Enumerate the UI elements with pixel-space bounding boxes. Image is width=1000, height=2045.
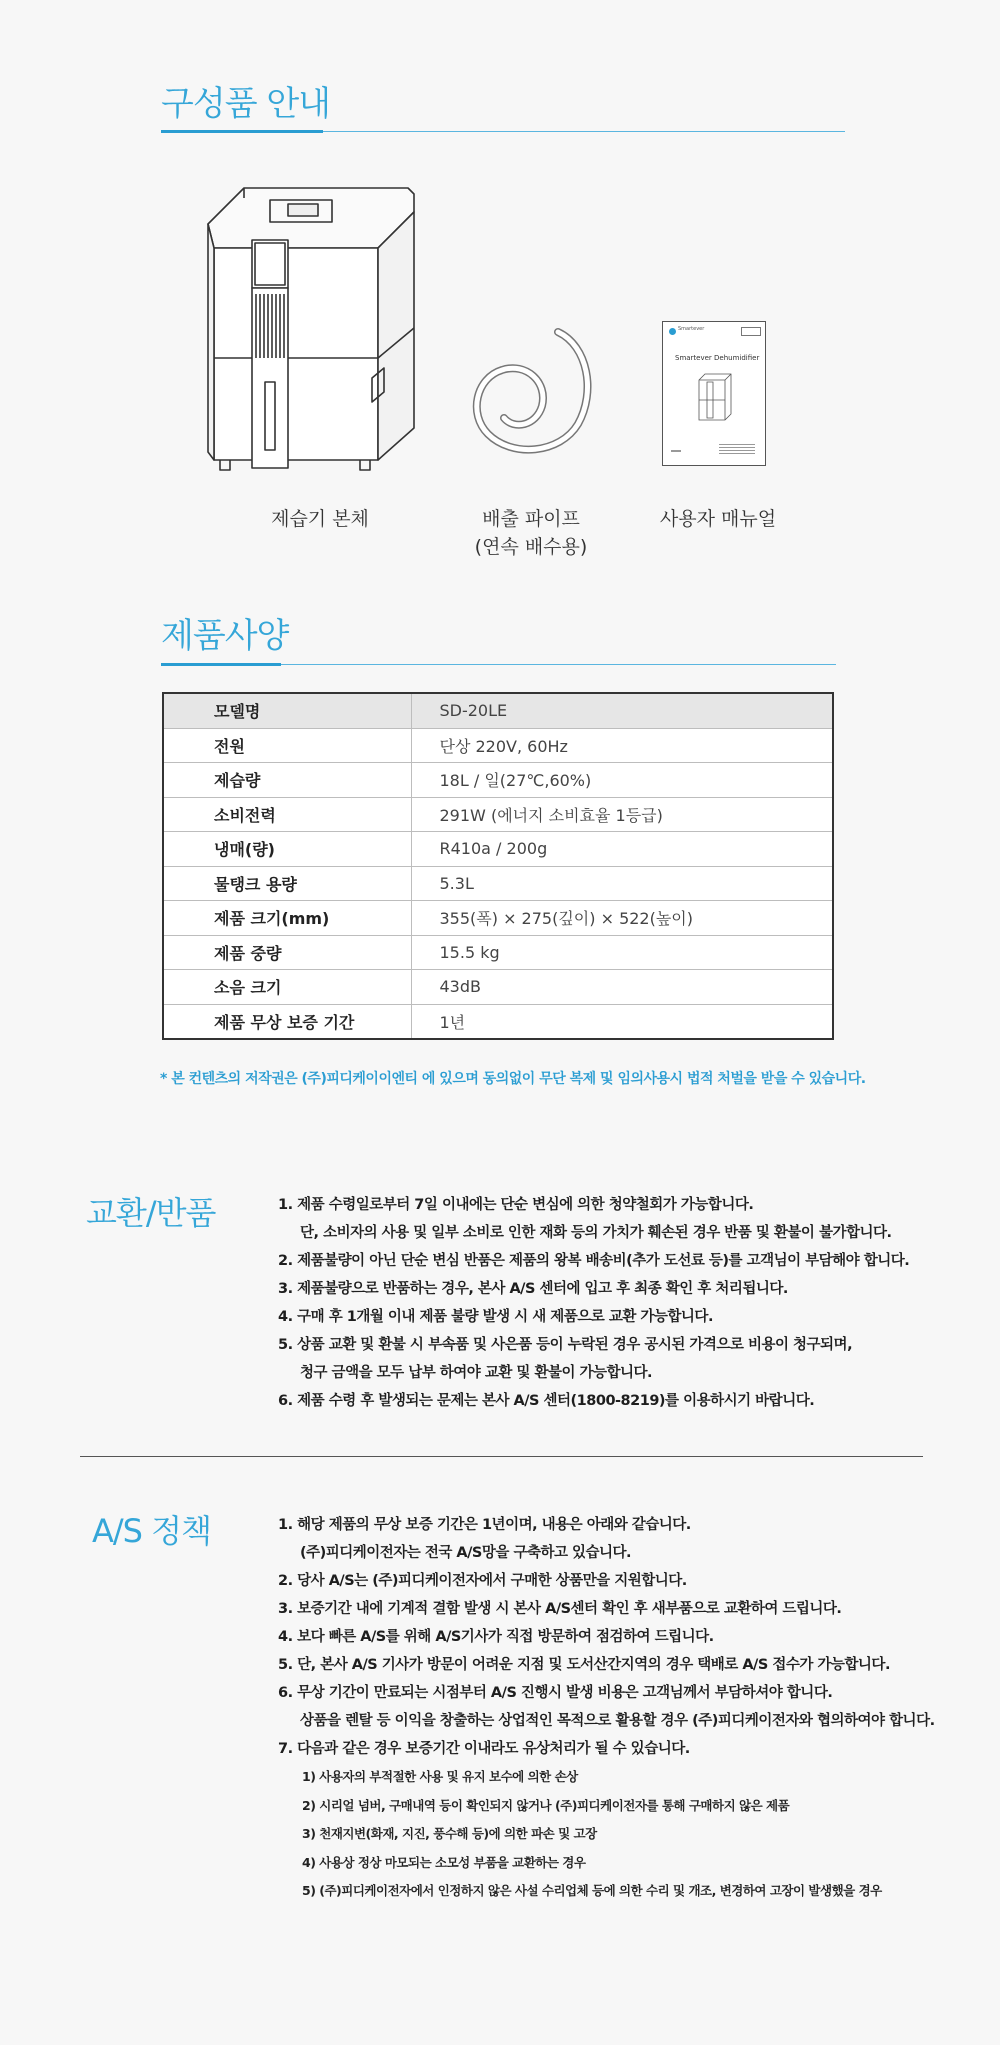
- list-item: 3. 제품불량으로 반품하는 경우, 본사 A/S 센터에 입고 후 최종 확인 후 처리됩니다.: [278, 1281, 788, 1297]
- list-item: 4. 구매 후 1개월 이내 제품 불량 발생 시 새 제품으로 교환 가능합니다.: [278, 1309, 713, 1325]
- list-item: 5. 상품 교환 및 환불 시 부속품 및 사은품 등이 누락된 경우 공시된 가격으로 비용이 청구되며,: [278, 1337, 853, 1353]
- list-item: 단, 소비자의 사용 및 일부 소비로 인한 재화 등의 가치가 훼손된 경우 반품 및 환불이 불가합니다.: [300, 1225, 892, 1241]
- table-row: [163, 866, 833, 901]
- table-row: [163, 832, 833, 867]
- table-row: [163, 1004, 833, 1039]
- table-row: [163, 797, 833, 832]
- exchange-title: 교환/반품: [86, 1194, 216, 1232]
- spec-key: 제품 중량: [163, 935, 411, 970]
- component-label-body: 제습기 본체: [271, 508, 369, 530]
- list-item: 6. 무상 기간이 만료되는 시점부터 A/S 진행시 발생 비용은 고객님께서 부담하셔야 합니다.: [278, 1685, 833, 1701]
- spec-value: 단상 220V, 60Hz: [411, 728, 833, 763]
- spec-table: [162, 692, 834, 1040]
- as-policy-list: [278, 1511, 935, 1906]
- manual-logo-icon: [669, 328, 676, 335]
- list-item: 1. 제품 수령일로부터 7일 이내에는 단순 변심에 의한 청약철회가 가능합니다.: [278, 1197, 754, 1213]
- list-item: 청구 금액을 모두 납부 하여야 교환 및 환불이 가능합니다.: [300, 1365, 653, 1381]
- table-row: [163, 728, 833, 763]
- table-row: [163, 763, 833, 798]
- list-item: 4. 보다 빠른 A/S를 위해 A/S기사가 직접 방문하여 점검하여 드립니다.: [278, 1629, 714, 1645]
- spec-key: 제품 무상 보증 기간: [163, 1004, 411, 1039]
- spec-key: 전원: [163, 728, 411, 763]
- component-label-manual: 사용자 매뉴얼: [659, 508, 777, 530]
- spec-title: 제품사양: [161, 616, 289, 656]
- section-divider: [80, 1456, 923, 1457]
- copyright-notice: * 본 컨텐츠의 저작권은 (주)피디케이이엔티 에 있으며 동의없이 무단 복제 및 임의사용시 법적 처벌을 받을 수 있습니다.: [160, 1071, 866, 1087]
- list-item: 4) 사용상 정상 마모되는 소모성 부품을 교환하는 경우: [302, 1854, 586, 1870]
- spec-key: 소음 크기: [163, 970, 411, 1005]
- spec-value: 15.5 kg: [411, 935, 833, 970]
- manual-text-lines: [719, 444, 755, 456]
- spec-value: R410a / 200g: [411, 832, 833, 867]
- list-item: 6. 제품 수령 후 발생되는 문제는 본사 A/S 센터(1800-8219)를 이용하시기 바랍니다.: [278, 1393, 815, 1409]
- spec-key: 제습량: [163, 763, 411, 798]
- list-item: 5) (주)피디케이전자에서 인정하지 않은 사설 수리업체 등에 의한 수리 및 개조, 변경하여 고장이 발생했을 경우: [302, 1883, 882, 1898]
- spec-value: 291W (에너지 소비효율 1등급): [411, 797, 833, 832]
- spec-title-underline: [161, 663, 281, 666]
- spec-value: 1년: [411, 1004, 833, 1039]
- list-item: (주)피디케이전자는 전국 A/S망을 구축하고 있습니다.: [300, 1545, 632, 1561]
- spec-key: 소비전력: [163, 797, 411, 832]
- spec-key: 모델명: [163, 693, 411, 728]
- manual-brand: Smartever: [678, 326, 705, 332]
- spec-value: 5.3L: [411, 866, 833, 901]
- list-item: 2. 당사 A/S는 (주)피디케이전자에서 구매한 상품만을 지원합니다.: [278, 1573, 687, 1589]
- component-label-pipe-sub: (연속 배수용): [474, 536, 588, 558]
- table-row: [163, 693, 833, 728]
- components-title: 구성품 안내: [161, 84, 331, 124]
- spec-key: 물탱크 용량: [163, 866, 411, 901]
- manual-title: Smartever Dehumidifier: [675, 354, 760, 362]
- manual-product-icon: [695, 372, 735, 422]
- list-item: 상품을 렌탈 등 이익을 창출하는 상업적인 목적으로 활용할 경우 (주)피디케이전자와 협의하여야 합니다.: [300, 1713, 935, 1729]
- spec-value: 18L / 일(27℃,60%): [411, 763, 833, 798]
- drain-pipe-image: [470, 326, 600, 461]
- manual-badge: [741, 327, 761, 336]
- list-item: 5. 단, 본사 A/S 기사가 방문이 어려운 지점 및 도서산간지역의 경우 택배로 A/S 접수가 가능합니다.: [278, 1657, 890, 1673]
- table-row: [163, 901, 833, 936]
- list-item: 7. 다음과 같은 경우 보증기간 이내라도 유상처리가 될 수 있습니다.: [278, 1741, 690, 1757]
- dehumidifier-image: [200, 182, 422, 477]
- spec-value: 355(폭) × 275(깊이) × 522(높이): [411, 901, 833, 936]
- spec-value: SD-20LE: [411, 693, 833, 728]
- components-title-underline: [161, 130, 323, 133]
- component-label-pipe: 배출 파이프: [482, 508, 580, 530]
- exchange-list: [278, 1191, 909, 1415]
- manual-image: [662, 321, 766, 466]
- list-item: 3) 천재지변(화재, 지진, 풍수해 등)에 의한 파손 및 고장: [302, 1826, 597, 1841]
- spec-key: 제품 크기(mm): [163, 901, 411, 936]
- spec-value: 43dB: [411, 970, 833, 1005]
- table-row: [163, 935, 833, 970]
- manual-footer-mark: [671, 450, 681, 452]
- list-item: 3. 보증기간 내에 기계적 결함 발생 시 본사 A/S센터 확인 후 새부품으로 교환하여 드립니다.: [278, 1601, 842, 1617]
- spec-key: 냉매(량): [163, 832, 411, 867]
- list-item: 2) 시리얼 넘버, 구매내역 등이 확인되지 않거나 (주)피디케이전자를 통해 구매하지 않은 제품: [302, 1797, 790, 1813]
- as-policy-title: A/S 정책: [92, 1512, 211, 1550]
- list-item: 1) 사용자의 부적절한 사용 및 유지 보수에 의한 손상: [302, 1769, 578, 1784]
- table-row: [163, 970, 833, 1005]
- list-item: 1. 해당 제품의 무상 보증 기간은 1년이며, 내용은 아래와 같습니다.: [278, 1517, 691, 1533]
- list-item: 2. 제품불량이 아닌 단순 변심 반품은 제품의 왕복 배송비(추가 도선료 등)를 고객님이 부담해야 합니다.: [278, 1253, 910, 1269]
